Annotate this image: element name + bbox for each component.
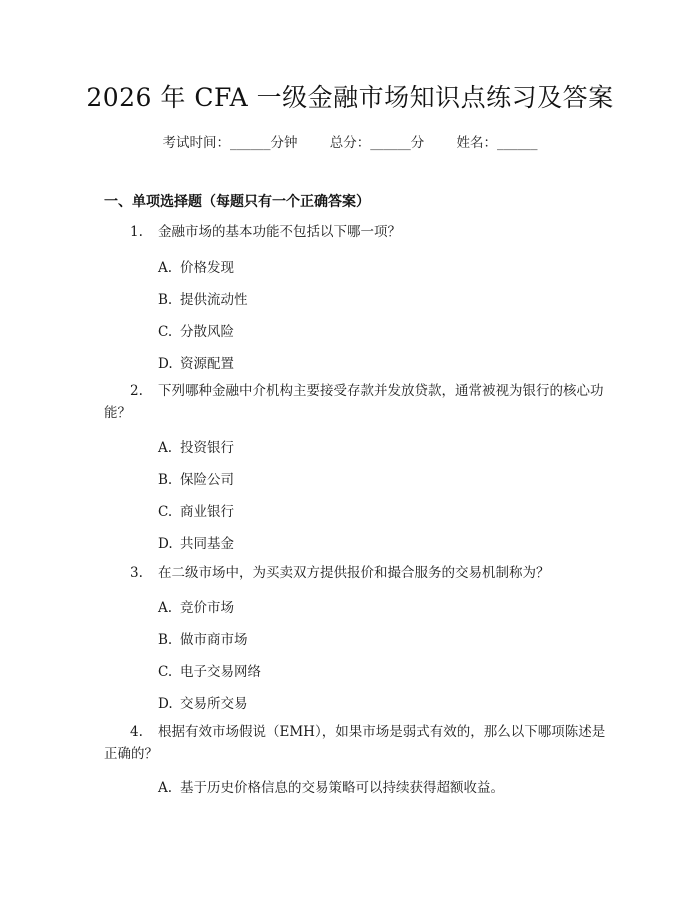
- option-2a: [158, 436, 234, 456]
- option-3d: [158, 692, 248, 712]
- option-1d: [158, 352, 234, 372]
- option-2d: [158, 532, 234, 552]
- option-letter: B.: [158, 632, 173, 648]
- question-2: [104, 380, 609, 424]
- option-letter: C.: [158, 504, 173, 520]
- question-number: 3.: [130, 565, 143, 581]
- option-1c: [158, 320, 234, 340]
- option-3a: [158, 596, 234, 616]
- question-text: 金融市场的基本功能不包括以下哪一项？: [158, 224, 401, 240]
- option-text: 交易所交易: [180, 696, 248, 712]
- option-letter: D.: [158, 696, 173, 712]
- option-letter: A.: [158, 600, 173, 616]
- document-title: 2026 年 CFA 一级金融市场知识点练习及答案: [86, 83, 614, 112]
- question-text: 下列哪种金融中介机构主要接受存款并发放贷款，通常被视为银行的核心功能？: [104, 383, 604, 421]
- option-3b: [158, 628, 248, 648]
- question-text: 根据有效市场假说（EMH），如果市场是弱式有效的，那么以下哪项陈述是正确的？: [104, 724, 606, 762]
- option-text: 提供流动性: [180, 292, 248, 308]
- option-letter: C.: [158, 324, 173, 340]
- question-4: [104, 721, 609, 765]
- question-number: 4.: [130, 724, 143, 740]
- question-1: [104, 221, 609, 243]
- exam-time-field: 考试时间：______分钟: [162, 135, 298, 151]
- name-field: 姓名：______: [456, 135, 538, 151]
- option-text: 做市商市场: [180, 632, 248, 648]
- option-1a: [158, 256, 234, 276]
- option-letter: D.: [158, 356, 173, 372]
- option-2b: [158, 468, 234, 488]
- option-text: 共同基金: [180, 536, 234, 552]
- option-text: 投资银行: [180, 440, 234, 456]
- section-header: 一、单项选择题（每题只有一个正确答案）: [104, 194, 370, 210]
- option-3c: [158, 660, 261, 680]
- question-number: 1.: [130, 224, 143, 240]
- option-letter: B.: [158, 292, 173, 308]
- question-3: [104, 562, 609, 584]
- option-letter: B.: [158, 472, 173, 488]
- option-text: 竞价市场: [180, 600, 234, 616]
- option-text: 分散风险: [180, 324, 234, 340]
- option-letter: A.: [158, 440, 173, 456]
- option-2c: [158, 500, 234, 520]
- option-text: 电子交易网络: [180, 664, 261, 680]
- option-1b: [158, 288, 248, 308]
- option-letter: A.: [158, 780, 173, 796]
- option-4a: [158, 776, 504, 796]
- option-letter: C.: [158, 664, 173, 680]
- option-text: 基于历史价格信息的交易策略可以持续获得超额收益。: [180, 780, 504, 796]
- option-letter: D.: [158, 536, 173, 552]
- option-letter: A.: [158, 260, 173, 276]
- option-text: 价格发现: [180, 260, 234, 276]
- option-text: 资源配置: [180, 356, 234, 372]
- option-text: 商业银行: [180, 504, 234, 520]
- total-score-field: 总分：______分: [329, 135, 425, 151]
- question-text: 在二级市场中，为买卖双方提供报价和撮合服务的交易机制称为？: [158, 565, 550, 581]
- question-number: 2.: [130, 383, 143, 399]
- exam-info-row: [0, 131, 700, 151]
- option-text: 保险公司: [180, 472, 234, 488]
